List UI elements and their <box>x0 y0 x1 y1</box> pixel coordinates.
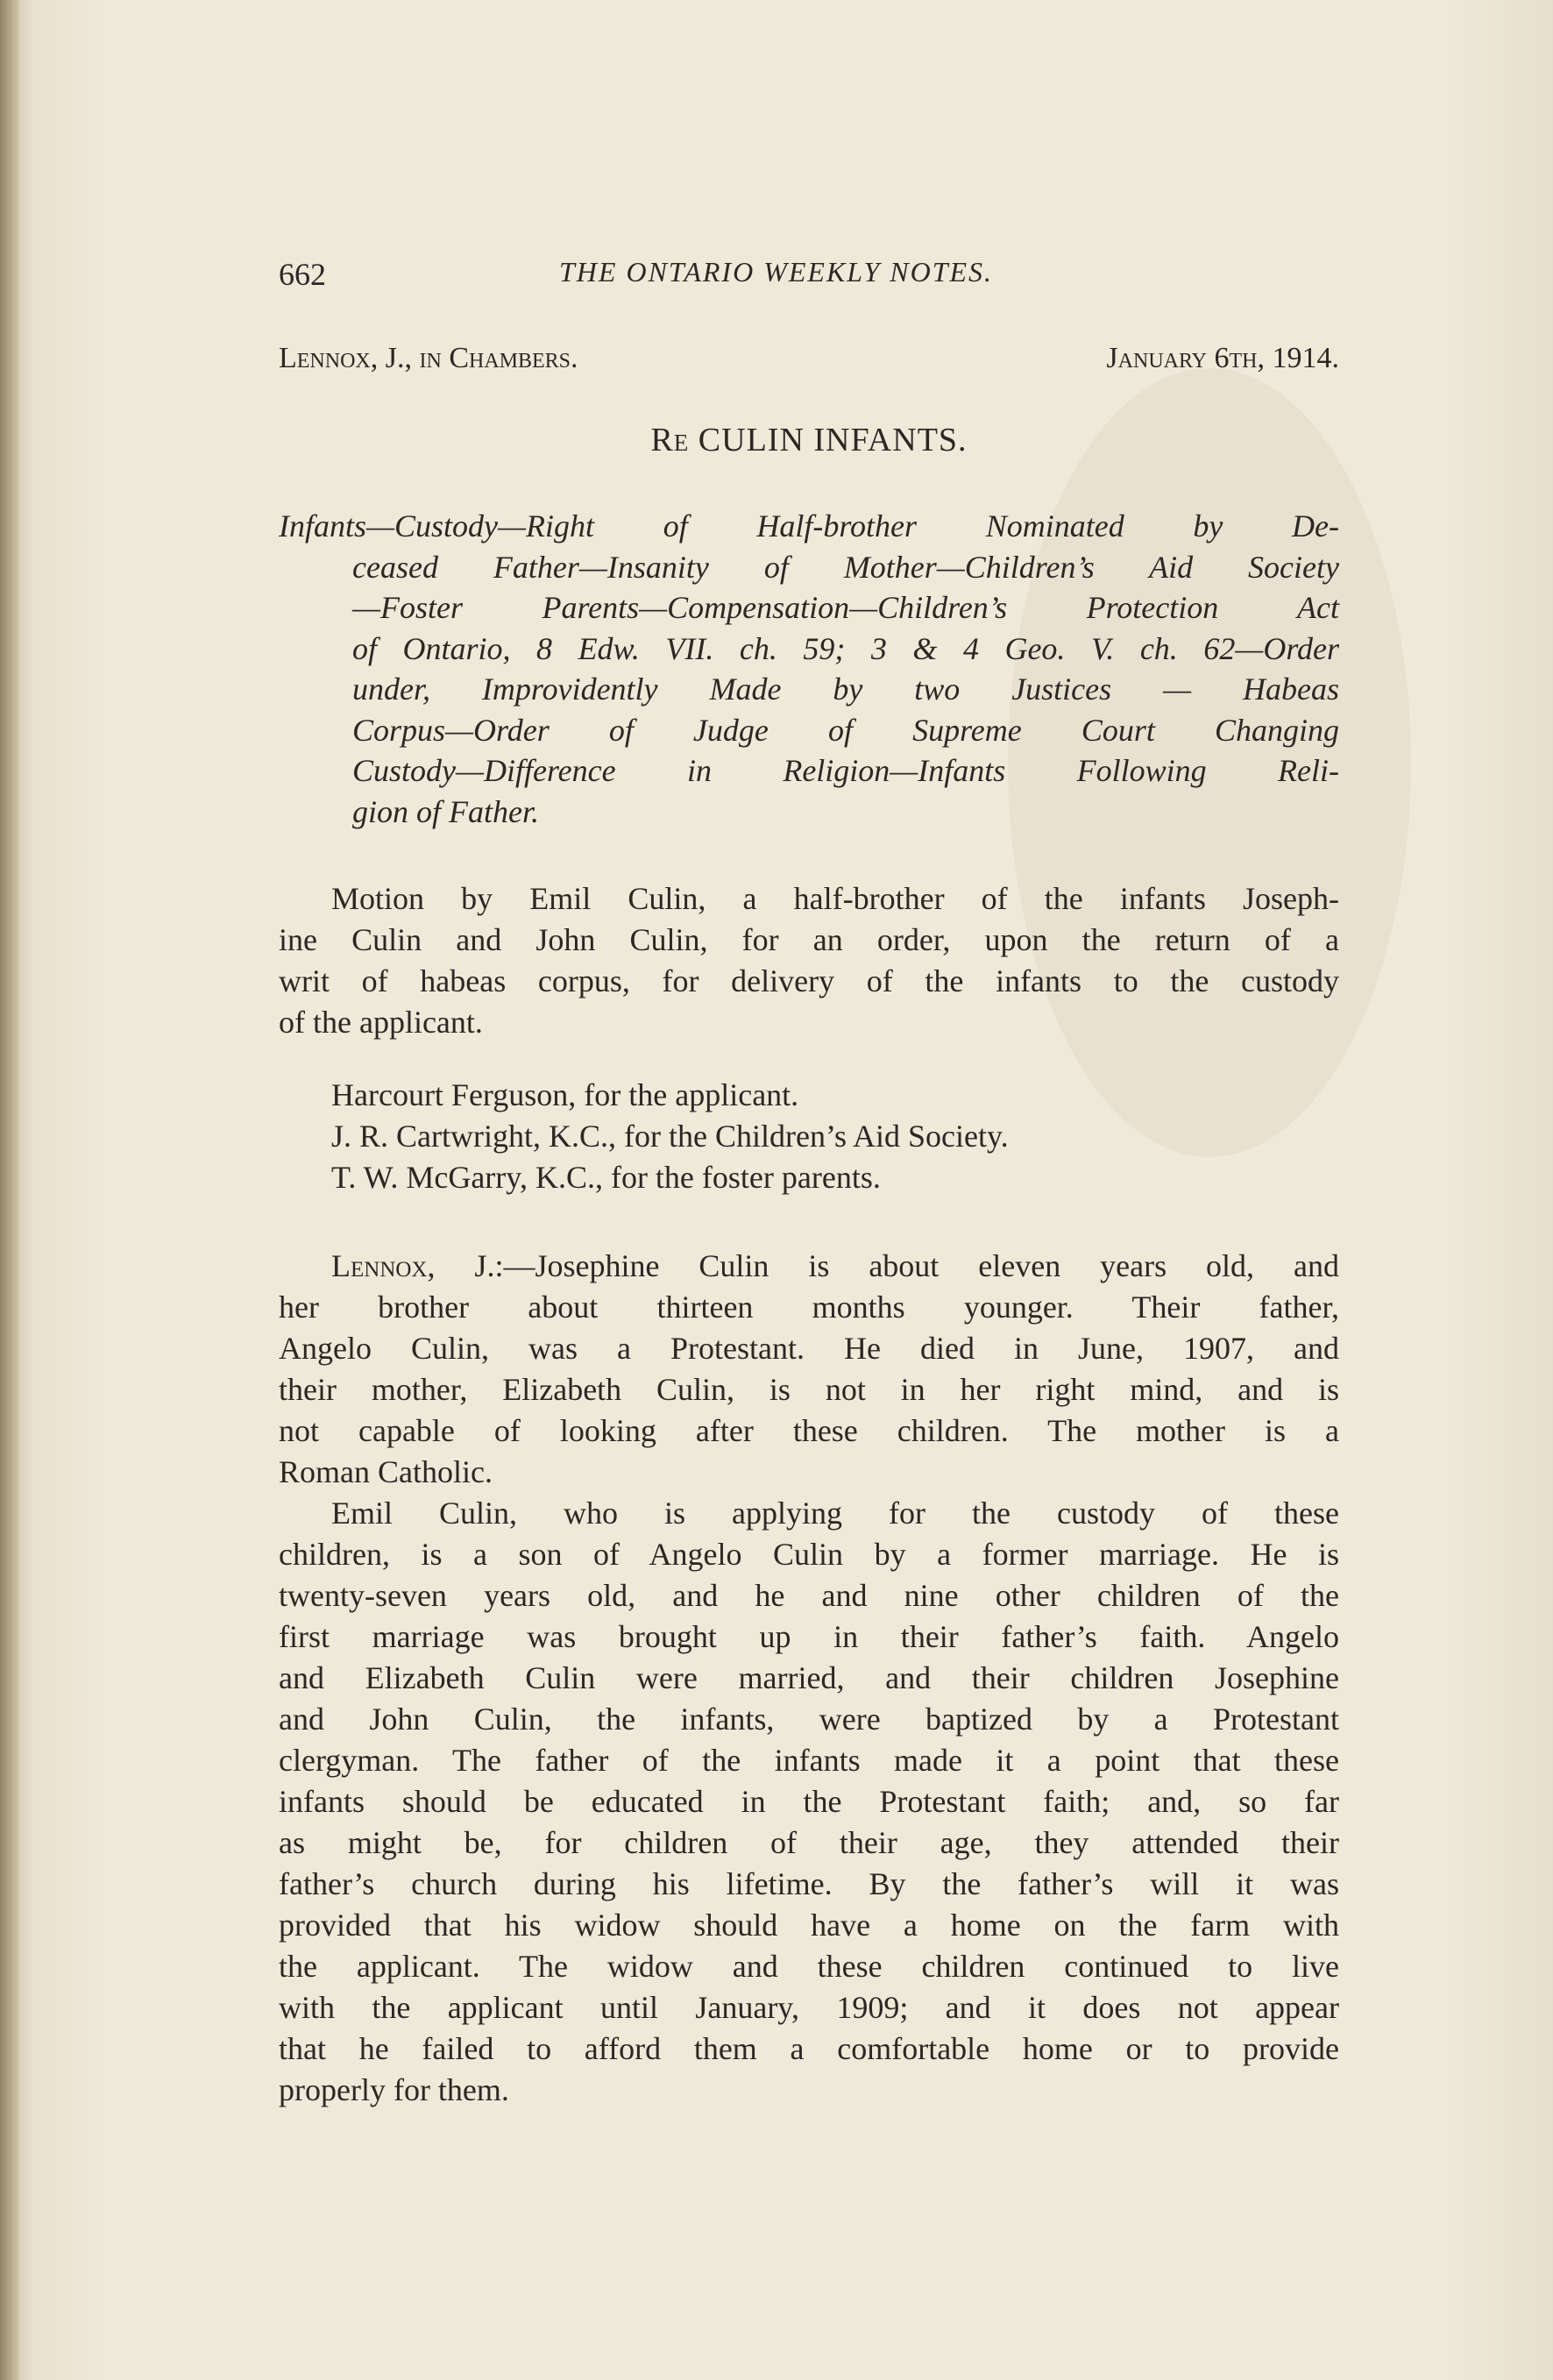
judgment-line: not capable of looking after these children. The mother is a <box>279 1413 1339 1448</box>
judgment-line: provided that his widow should have a home on the farm with <box>279 1908 1339 1943</box>
judgment-line: clergyman. The father of the infants made it a point that these <box>279 1743 1339 1778</box>
judgment-line: with the applicant until January, 1909; and it does not appear <box>279 1990 1339 2025</box>
motion-line: of the applicant. <box>279 1005 483 1040</box>
judgment-line: properly for them. <box>279 2072 509 2107</box>
judgment-line: her brother about thirteen months younger. Their father, <box>279 1289 1339 1325</box>
judgment-line: the applicant. The widow and these children continued to live <box>279 1949 1339 1984</box>
counsel-list <box>279 1075 1339 1198</box>
motion-paragraph <box>279 878 1339 1043</box>
judgment-line: and Elizabeth Culin were married, and their children Josephine <box>279 1660 1339 1695</box>
counsel-line: Harcourt Ferguson, for the applicant. <box>331 1077 799 1112</box>
judgment-opening: :—Josephine Culin is about eleven years old, and <box>494 1248 1339 1283</box>
case-title-prefix: Re <box>650 422 690 458</box>
judgment-line: twenty-seven years old, and he and nine other children of the <box>279 1578 1339 1613</box>
judgment-first-line <box>279 1246 1339 1287</box>
motion-line: Motion by Emil Culin, a half-brother of the infants Joseph- <box>331 881 1339 916</box>
court-line <box>279 342 1339 380</box>
judgment-line: their mother, Elizabeth Culin, is not in her right mind, and is <box>279 1372 1339 1407</box>
judgment-line: infants should be educated in the Protestant faith; and, so far <box>279 1784 1339 1819</box>
judge-chambers: Lennox, J., in Chambers. <box>279 342 578 374</box>
page-number: 662 <box>279 257 326 292</box>
headnote-line: under, Improvidently Made by two Justices — Habeas <box>352 671 1339 707</box>
binding-edge <box>0 0 19 2380</box>
headnote-line: Corpus—Order of Judge of Supreme Court Changing <box>352 712 1339 748</box>
judgment-line: children, is a son of Angelo Culin by a former marriage. He is <box>279 1537 1339 1572</box>
counsel-line: T. W. McGarry, K.C., for the foster parents. <box>331 1160 881 1195</box>
counsel-line: J. R. Cartwright, K.C., for the Children’s Aid Society. <box>331 1119 1009 1154</box>
judgment-line: and John Culin, the infants, were baptized by a Protestant <box>279 1702 1339 1737</box>
case-title-name: CULIN INFANTS. <box>698 422 968 458</box>
motion-line: ine Culin and John Culin, for an order, upon the return of a <box>279 922 1339 957</box>
case-title <box>279 421 1339 459</box>
motion-line: writ of habeas corpus, for delivery of the infants to the custody <box>279 963 1339 998</box>
running-head <box>279 256 1339 300</box>
headnote-line: of Ontario, 8 Edw. VII. ch. 59; 3 & 4 Geo. V. ch. 62—Order <box>352 630 1339 666</box>
judgment-paragraph-1 <box>279 1246 1339 1493</box>
judgment-line: Emil Culin, who is applying for the custody of these <box>331 1495 1339 1531</box>
headnote-line: Custody—Difference in Religion—Infants Following Reli- <box>352 753 1339 788</box>
judgment-line: Angelo Culin, was a Protestant. He died in June, 1907, and <box>279 1331 1339 1366</box>
headnote-line: Infants—Custody—Right of Half-brother Nominated by De- <box>279 508 1339 543</box>
decision-date: January 6th, 1914. <box>1106 342 1339 374</box>
judgment-line: as might be, for children of their age, they attended their <box>279 1825 1339 1860</box>
headnote-line: —Foster Parents—Compensation—Children’s Protection Act <box>352 590 1339 625</box>
judgment-line: first marriage was brought up in their father’s faith. Angelo <box>279 1619 1339 1654</box>
judgment-line: Roman Catholic. <box>279 1454 493 1489</box>
judge-name: Lennox, J. <box>331 1248 495 1283</box>
headnote-line: gion of Father. <box>352 793 539 829</box>
headnote-line: ceased Father—Insanity of Mother—Children’s Aid Society <box>352 549 1339 585</box>
judgment-line: father’s church during his lifetime. By the father’s will it was <box>279 1866 1339 1901</box>
journal-title: THE ONTARIO WEEKLY NOTES. <box>559 256 994 288</box>
judgment-line: that he failed to afford them a comfortable home or to provide <box>279 2031 1339 2066</box>
headnote <box>279 506 1339 832</box>
judgment-paragraph-2 <box>279 1493 1339 2111</box>
